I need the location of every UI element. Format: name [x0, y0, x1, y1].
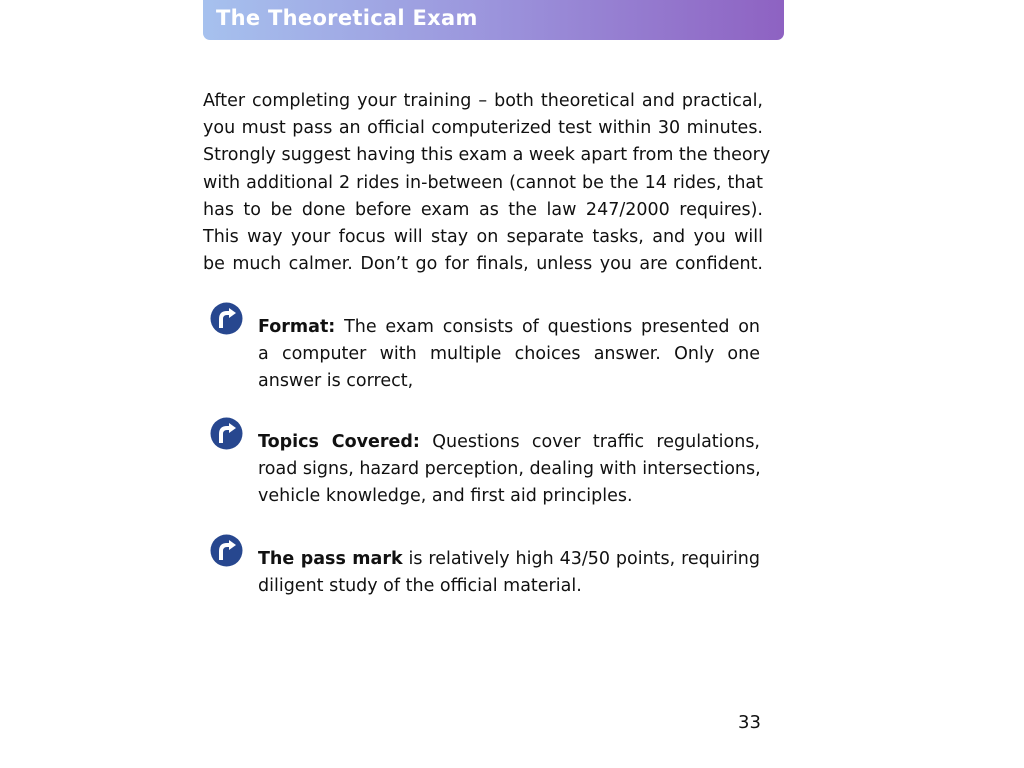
- turn-right-sign-icon: [210, 417, 243, 450]
- page-number: 33: [738, 712, 761, 733]
- text-line: Questions cover traffic regulations,: [419, 432, 760, 452]
- text-line: After completing your training – both theoretical and practical,: [203, 91, 763, 111]
- section-title: The Theoretical Exam: [216, 6, 478, 30]
- text-line: is relatively high 43/50 points, requiring: [402, 549, 760, 569]
- text-line: you must pass an official computerized test within 30 minutes.: [203, 118, 763, 139]
- bullet-label: Format:: [258, 317, 336, 337]
- text-line: with additional 2 rides in-between (cannot be the 14 rides, that: [203, 172, 763, 193]
- section-title-banner: [203, 0, 784, 40]
- text-line: road signs, hazard perception, dealing with intersections,: [258, 459, 761, 480]
- text-line: be much calmer. Don’t go for finals, unless you are confident.: [203, 254, 763, 275]
- turn-right-sign-icon: [210, 302, 243, 335]
- bullet-label: The pass mark: [258, 549, 403, 569]
- text-line: a computer with multiple choices answer. Only one: [258, 344, 760, 365]
- intro-paragraph: [203, 88, 771, 278]
- text-line: answer is correct,: [258, 371, 414, 392]
- text-line: This way your focus will stay on separate tasks, and you will: [203, 227, 763, 248]
- turn-right-sign-icon: [210, 534, 243, 567]
- text-line: Strongly suggest having this exam a week apart from the theory: [203, 145, 771, 166]
- text-line: has to be done before exam as the law 247/2000 requires).: [203, 199, 763, 220]
- text-line: vehicle knowledge, and first aid principles.: [258, 486, 633, 507]
- text-line: The exam consists of questions presented on: [335, 317, 760, 337]
- text-line: diligent study of the official material.: [258, 576, 582, 597]
- bullet-label: Topics Covered:: [258, 432, 420, 452]
